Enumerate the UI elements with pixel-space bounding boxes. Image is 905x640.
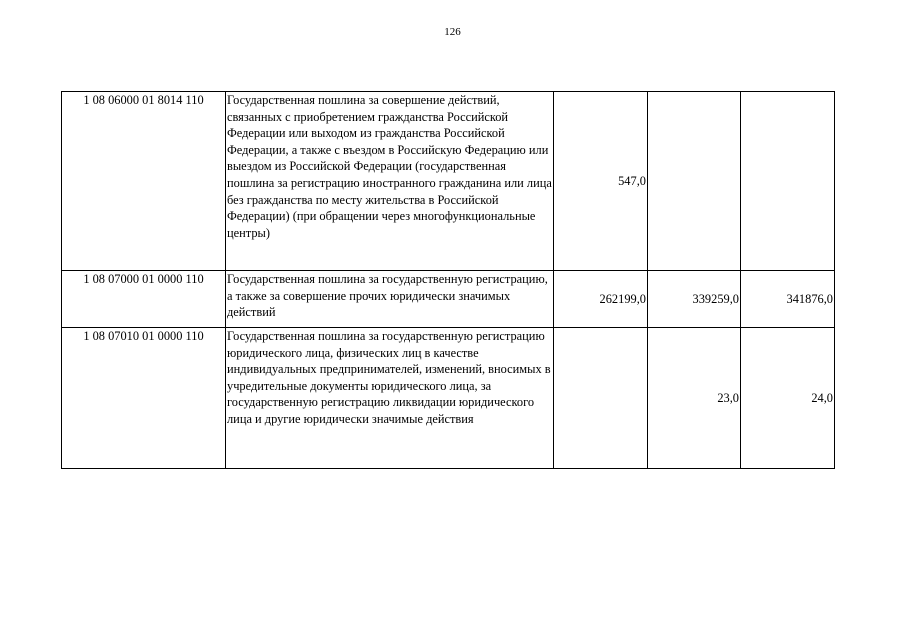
value-year-1-cell	[554, 328, 648, 469]
budget-revenue-table	[61, 91, 835, 469]
description-cell: Государственная пошлина за совершение действий, связанных с приобретением гражданства Российской Федерации или выходом из гражданства Российской Федерации, а также с въездом в Российскую Федерацию или выездом из Российской Федерации (государственная пошлина за регистрацию иностранного гражданина или лица без гражданства по месту жительства в Российской Федерации) (при обращении через многофункциональные центры)	[226, 92, 554, 271]
table-row	[62, 92, 835, 271]
value-year-2-cell: 339259,0	[648, 271, 741, 328]
table-row	[62, 328, 835, 469]
value-year-1-cell: 547,0	[554, 92, 648, 271]
description-cell: Государственная пошлина за государственную регистрацию юридического лица, физических лиц в качестве индивидуальных предпринимателей, изменений, вносимых в учредительные документы юридического лица, за государственную регистрацию ликвидации юридического лица и другие юридически значимые действия	[226, 328, 554, 469]
budget-code-cell: 1 08 06000 01 8014 110	[62, 92, 226, 271]
value-year-3-cell	[741, 92, 835, 271]
value-year-3-cell: 24,0	[741, 328, 835, 469]
value-year-1-cell: 262199,0	[554, 271, 648, 328]
value-year-3-cell: 341876,0	[741, 271, 835, 328]
value-year-2-cell: 23,0	[648, 328, 741, 469]
table-row	[62, 271, 835, 328]
value-year-2-cell	[648, 92, 741, 271]
budget-code-cell: 1 08 07010 01 0000 110	[62, 328, 226, 469]
budget-code-cell: 1 08 07000 01 0000 110	[62, 271, 226, 328]
description-cell: Государственная пошлина за государственную регистрацию, а также за совершение прочих юридически значимых действий	[226, 271, 554, 328]
page-number: 126	[444, 26, 461, 38]
